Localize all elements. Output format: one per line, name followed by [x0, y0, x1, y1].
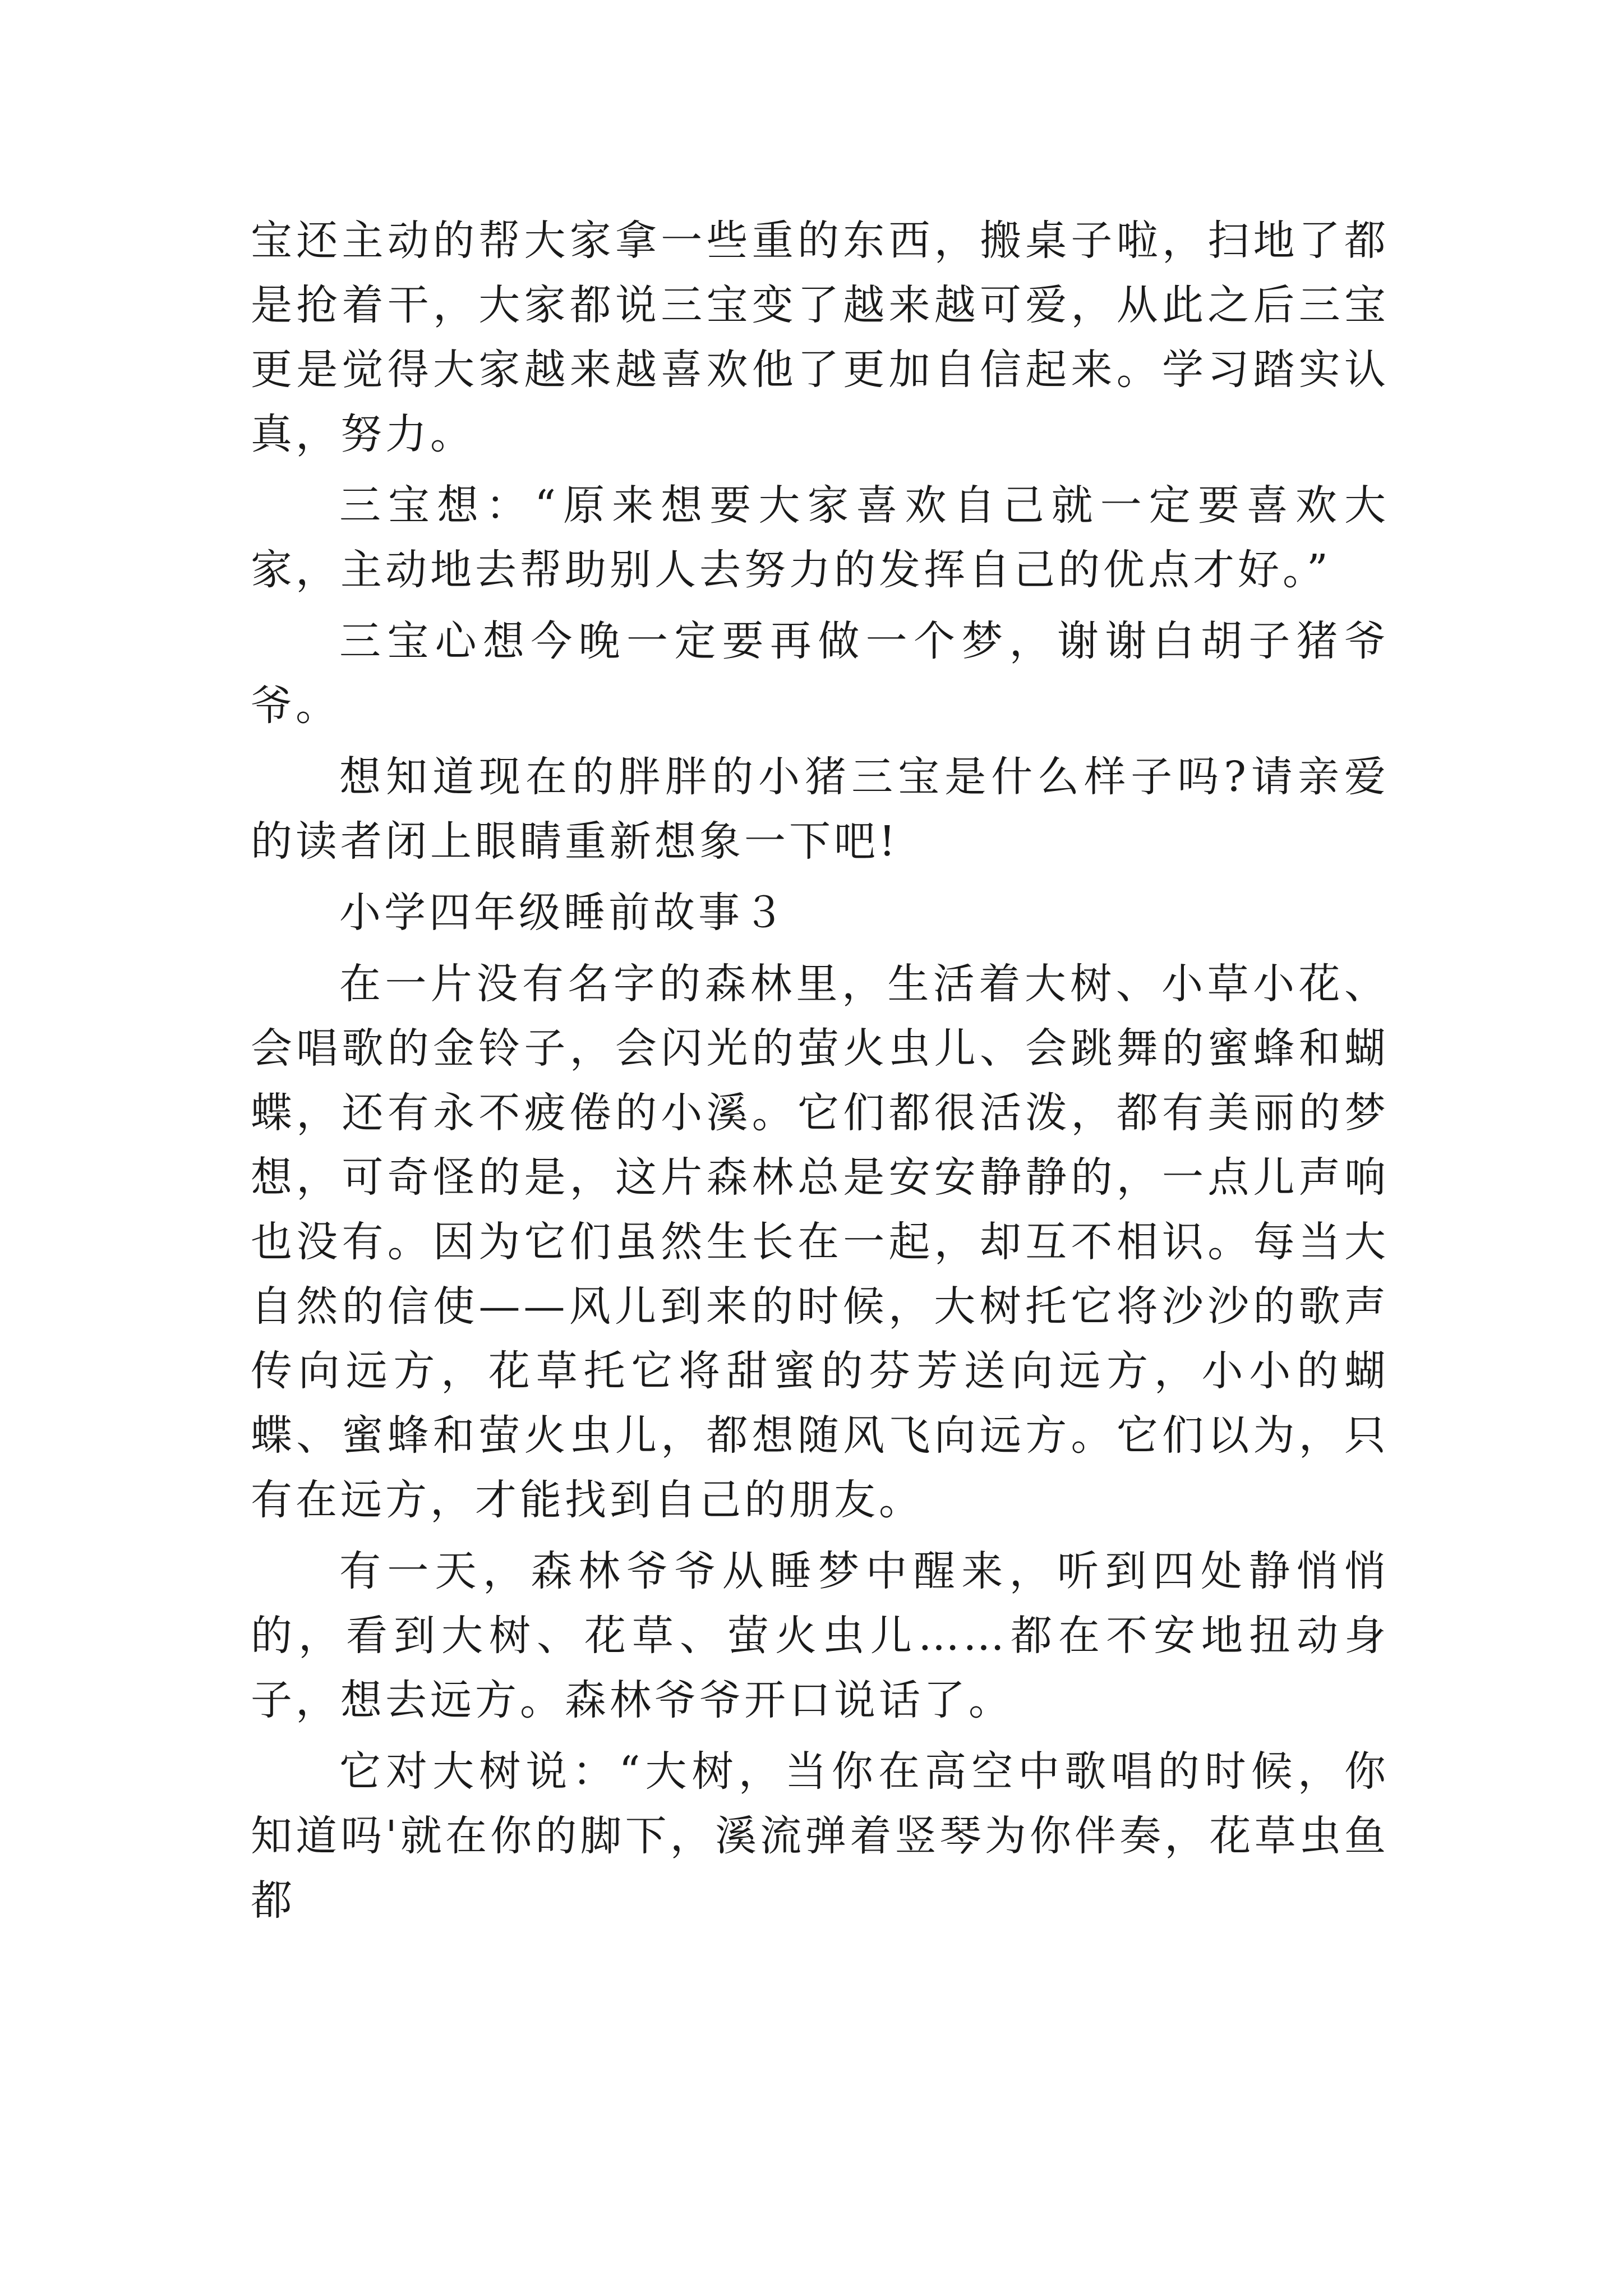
paragraph-3: 三宝心想今晚一定要再做一个梦，谢谢白胡子猪爷爷。 — [251, 617, 1389, 730]
paragraph-7: 它对大树说：“大树，当你在高空中歌唱的时候，你知道吗'就在你的脚下，溪流弹着竖琴为你伴奏，花草虫鱼都 — [251, 1747, 1389, 1925]
paragraph-4: 想知道现在的胖胖的小猪三宝是什么样子吗?请亲爱的读者闭上眼睛重新想象一下吧! — [251, 753, 1389, 866]
section-heading: 小学四年级睡前故事３ — [339, 889, 788, 937]
paragraph-6: 有一天，森林爷爷从睡梦中醒来，听到四处静悄悄的，看到大树、花草、萤火虫儿……都在不安地扭动身子，想去远方。森林爷爷开口说话了。 — [251, 1547, 1389, 1724]
paragraph-1: 宝还主动的帮大家拿一些重的东西，搬桌子啦，扫地了都是抢着干，大家都说三宝变了越来越可爱，从此之后三宝更是觉得大家越来越喜欢他了更加自信起来。学习踏实认真，努力。 — [251, 217, 1389, 458]
paragraph-2: 三宝想：“原来想要大家喜欢自己就一定要喜欢大家，主动地去帮助别人去努力的发挥自己的优点才好。” — [251, 481, 1389, 594]
paragraph-5: 在一片没有名字的森林里，生活着大树、小草小花、会唱歌的金铃子，会闪光的萤火虫儿、会跳舞的蜜蜂和蝴蝶，还有永不疲倦的小溪。它们都很活泼，都有美丽的梦想，可奇怪的是，这片森林总是安安静静的，一点儿声响也没有。因为它们虽然生长在一起，却互不相识。每当大自然的信使——风儿到来的时候，大树托它将沙沙的歌声传向远方，花草托它将甜蜜的芬芳送向远方，小小的蝴蝶、蜜蜂和萤火虫儿，都想随风飞向远方。它们以为，只有在远方，才能找到自己的朋友。 — [251, 960, 1389, 1524]
document-body — [251, 209, 1389, 1940]
